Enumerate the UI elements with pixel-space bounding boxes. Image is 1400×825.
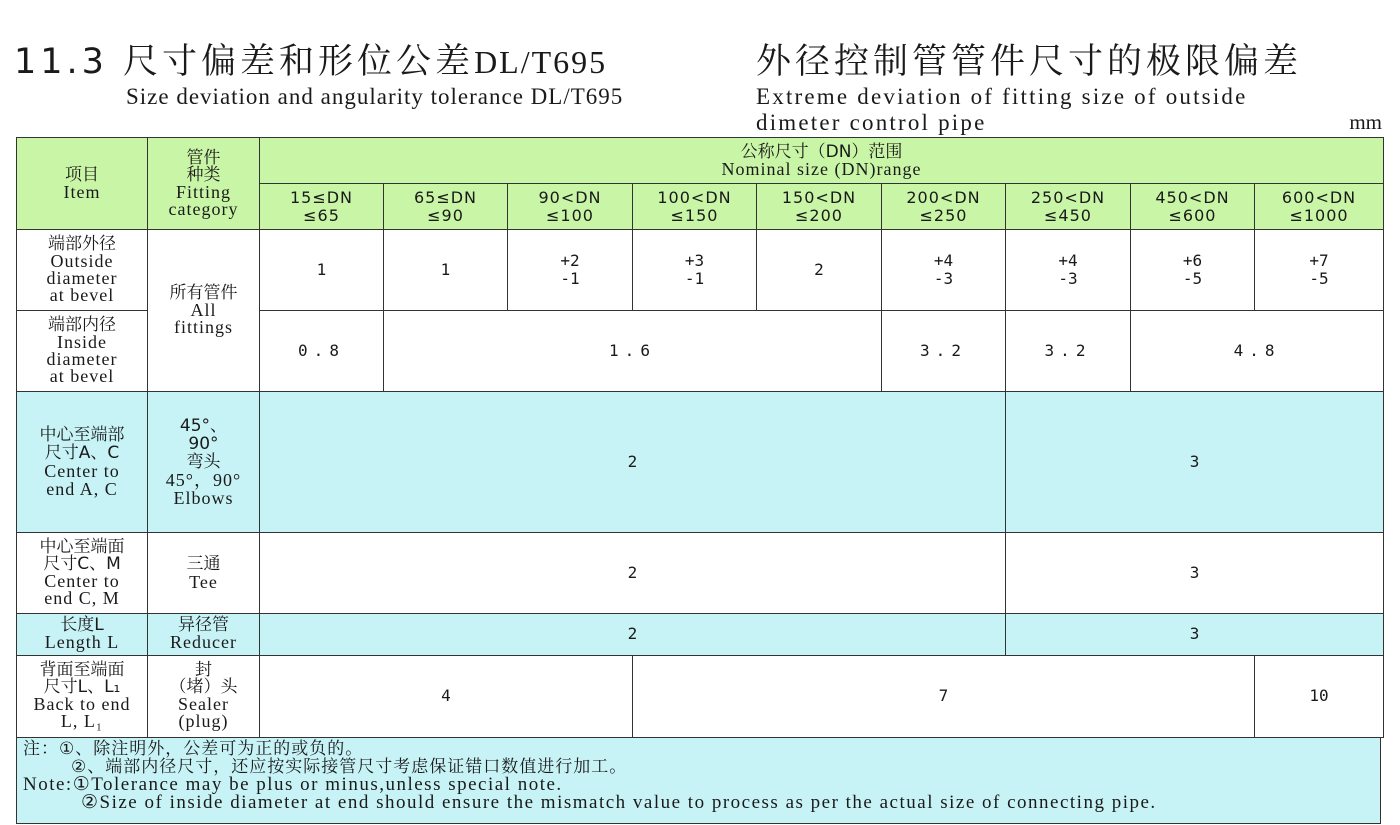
outside-value-3-b: -1 [560, 269, 580, 289]
tee-cell [148, 532, 260, 613]
row-outside-en-1: Outside [50, 251, 114, 272]
dn-range-3-l2: ≤100 [546, 205, 594, 225]
header-nominal-en: Nominal size (DN)range [721, 158, 922, 179]
dn-range-4-l1: 100<DN [657, 187, 732, 207]
back-value-3: 10 [1255, 655, 1384, 737]
dn-range-4-l2: ≤150 [670, 205, 719, 225]
row-inside-en-3: at bevel [49, 366, 115, 387]
outside-value-3-a: +2 [560, 251, 580, 271]
header-fitting-cn-2: 种类 [186, 164, 221, 185]
right-title-cn: 外径控制管管件尺寸的极限偏差 [756, 42, 1303, 82]
outside-value-1 [260, 230, 384, 311]
outside-value-4 [633, 230, 757, 311]
dn-range-6 [882, 184, 1006, 230]
dn-range-1 [260, 184, 384, 230]
outside-value-6 [882, 230, 1006, 311]
tee-en: Tee [189, 571, 218, 592]
dn-range-4 [633, 184, 757, 230]
reducer-cell [148, 613, 260, 655]
row-back-en-1: Back to end [33, 694, 131, 715]
header-nominal-cn: 公称尺寸（DN）范围 [740, 141, 903, 162]
outside-value-2-a: 1 [440, 260, 451, 280]
row-center-cm-cn-1: 中心至端面 [39, 536, 125, 557]
dn-range-3-l1: 90<DN [538, 187, 602, 207]
outside-value-7-b: -3 [1058, 269, 1078, 289]
dn-range-7-l1: 250<DN [1030, 187, 1106, 207]
elbows-fit-5: Elbows [173, 487, 234, 508]
row-length-label [17, 613, 148, 655]
inside-value-2: 1.6 [384, 311, 882, 392]
elbows-fit-1: 45°、 [179, 415, 228, 436]
outside-value-1-a: 1 [316, 260, 327, 280]
dn-range-9-l1: 600<DN [1281, 187, 1357, 207]
left-title-suffix: DL/T695 [474, 44, 608, 80]
all-fittings-en-1: All [190, 300, 217, 321]
row-center-cm-en-2: end C, M [44, 587, 120, 608]
row-outside-en-3: at bevel [49, 285, 115, 306]
row-center-ac-en-2: end A, C [46, 478, 118, 499]
inside-value-4: 3.2 [1006, 311, 1131, 392]
row-center-ac-cn-2: 尺寸A、C [44, 442, 120, 463]
row-inside-cn: 端部内径 [48, 315, 116, 336]
all-fittings-cell [148, 230, 260, 392]
row-inside-en-2: diameter [46, 349, 118, 370]
row-back-label [17, 655, 148, 737]
outside-value-6-a: +4 [933, 251, 954, 271]
outside-value-4-a: +3 [684, 251, 705, 271]
left-title-en: Size deviation and angularity tolerance DL/T695 [126, 84, 624, 109]
sealer-cell [148, 655, 260, 737]
right-title-en-2: dimeter control pipe [756, 110, 987, 135]
row-center-cm-cn-2: 尺寸C、M [43, 553, 121, 574]
outside-value-7 [1006, 230, 1131, 311]
header-fitting-en-2: category [168, 198, 239, 219]
outside-value-2 [384, 230, 508, 311]
note-cn-2: ②、端部内径尺寸，还应按实际接管尺寸考虑保证错口数值进行加工。 [71, 757, 628, 777]
left-title-cn: 11.3 尺寸偏差和形位公差 [14, 42, 475, 82]
row-center-ac-cn-1: 中心至端部 [39, 424, 125, 445]
center-ac-value-1: 2 [260, 392, 1006, 532]
dn-range-8-l2: ≤600 [1168, 205, 1217, 225]
left-title [14, 40, 623, 84]
center-ac-value-2: 3 [1006, 392, 1384, 532]
outside-value-7-a: +4 [1058, 251, 1078, 271]
dn-range-6-l2: ≤250 [919, 205, 968, 225]
header-item-cn: 项目 [65, 164, 99, 185]
elbows-fit-3: 弯头 [186, 451, 221, 472]
inside-value-5: 4.8 [1131, 311, 1384, 392]
outside-value-8-b: -5 [1182, 269, 1203, 289]
header-fitting-en-1: Fitting [175, 181, 231, 202]
back-value-2: 7 [633, 655, 1255, 737]
row-inside-en-1: Inside [57, 332, 107, 353]
elbows-cell [148, 392, 260, 532]
header-nominal-cell [260, 138, 1384, 184]
outside-value-5-a: 2 [814, 260, 824, 280]
header-fitting-cn-1: 管件 [186, 147, 221, 168]
tolerance-table [16, 137, 1384, 738]
dn-range-2-l2: ≤90 [427, 205, 464, 225]
tee-cn: 三通 [186, 553, 221, 574]
row-outside-en-2: diameter [46, 268, 118, 289]
dn-range-2 [384, 184, 508, 230]
dn-range-5 [757, 184, 882, 230]
dn-range-3 [508, 184, 633, 230]
header-item-en: Item [63, 181, 101, 202]
row-length-cn: 长度L [60, 615, 104, 636]
row-outside-cn: 端部外径 [48, 234, 116, 255]
row-back-cn-1: 背面至端面 [39, 660, 125, 681]
dn-range-9-l2: ≤1000 [1289, 205, 1349, 225]
note-en-1: Note:①Tolerance may be plus or minus,unless special note. [23, 774, 563, 795]
outside-value-8 [1131, 230, 1255, 311]
row-center-cm-label [17, 532, 148, 613]
row-center-ac-label [17, 392, 148, 532]
row-outside-label [17, 230, 148, 311]
outside-value-8-a: +6 [1182, 251, 1203, 271]
elbows-fit-2: 90° [188, 433, 219, 454]
sealer-fit-1: 封 [195, 660, 212, 681]
dn-range-7 [1006, 184, 1131, 230]
dn-range-8 [1131, 184, 1255, 230]
dn-range-5-l2: ≤200 [795, 205, 843, 225]
outside-value-5 [757, 230, 882, 311]
outside-value-4-b: -1 [684, 269, 705, 289]
reducer-cn: 异径管 [178, 615, 229, 636]
dn-range-2-l1: 65≤DN [413, 187, 478, 207]
sealer-fit-3: Sealer [178, 694, 229, 715]
dn-range-9 [1255, 184, 1384, 230]
outside-value-6-b: -3 [933, 269, 954, 289]
row-back-en-2: L, L₁ [60, 711, 104, 732]
all-fittings-cn: 所有管件 [169, 283, 238, 304]
dn-range-1-l2: ≤65 [303, 205, 340, 225]
outside-value-9 [1255, 230, 1384, 311]
sealer-fit-4: (plug) [178, 711, 229, 732]
left-header [14, 40, 623, 110]
row-length-en: Length L [44, 632, 120, 653]
length-value-1: 2 [260, 613, 1006, 655]
length-value-2: 3 [1006, 613, 1384, 655]
elbows-fit-4: 45°，90° [165, 469, 242, 490]
note-cn-1: 注：①、除注明外，公差可为正的或负的。 [23, 739, 364, 759]
unit-label: mm [1349, 110, 1382, 134]
note-en-2: ②Size of inside diameter at end should ensure the mismatch value to process as per the actual size of connecting pipe. [81, 792, 1157, 813]
dn-range-5-l1: 150<DN [781, 187, 857, 207]
all-fittings-en-2: fittings [173, 317, 233, 338]
header-item-cell [17, 138, 148, 230]
inside-value-1: 0.8 [260, 311, 384, 392]
dn-range-8-l1: 450<DN [1155, 187, 1230, 207]
dn-range-6-l1: 200<DN [906, 187, 981, 207]
outside-value-9-a: +7 [1309, 251, 1329, 271]
row-center-ac-en-1: Center to [44, 460, 120, 481]
center-cm-value-2: 3 [1006, 532, 1384, 613]
sealer-fit-2: （堵）头 [169, 677, 238, 698]
row-inside-label [17, 311, 148, 392]
row-center-cm-en-1: Center to [44, 570, 120, 591]
notes-box [16, 738, 1381, 824]
reducer-en: Reducer [170, 632, 237, 653]
outside-value-3 [508, 230, 633, 311]
right-title-en-1: Extreme deviation of fitting size of outside [756, 84, 1248, 109]
outside-value-9-b: -5 [1309, 269, 1329, 289]
dn-range-1-l1: 15≤DN [289, 187, 354, 207]
right-header [756, 40, 1302, 136]
header-fitting-cell [148, 138, 260, 230]
back-value-1: 4 [260, 655, 633, 737]
row-back-cn-2: 尺寸L、L₁ [43, 677, 121, 698]
dn-range-7-l2: ≤450 [1044, 205, 1092, 225]
inside-value-3: 3.2 [882, 311, 1006, 392]
center-cm-value-1: 2 [260, 532, 1006, 613]
